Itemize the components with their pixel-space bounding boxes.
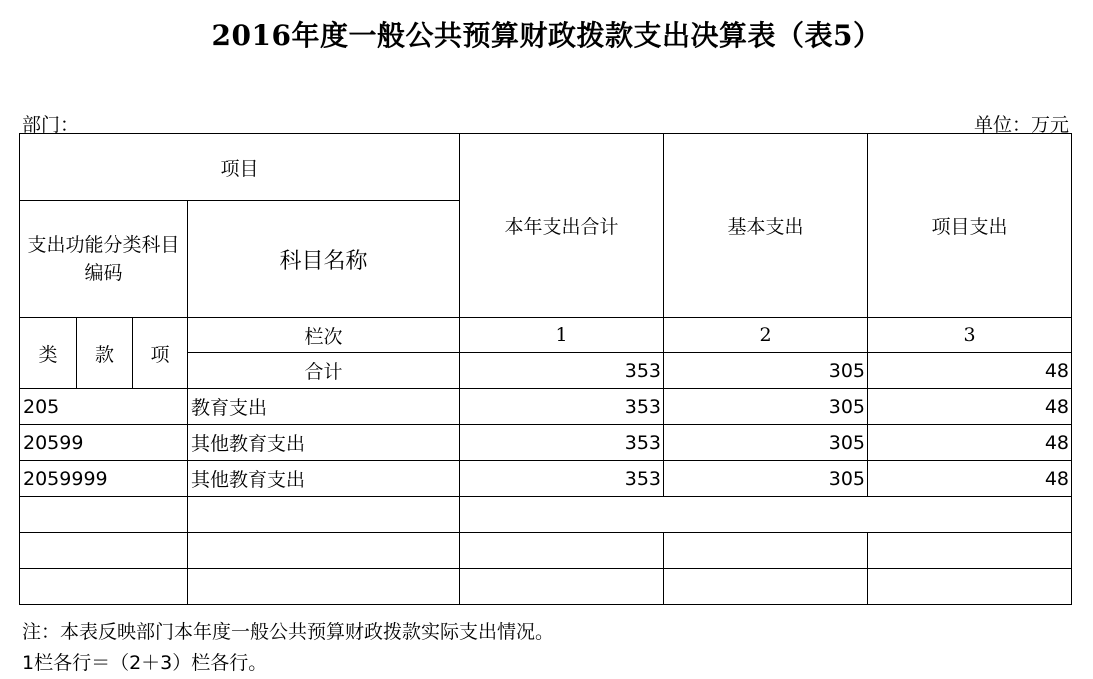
header-xiang: 项 [133, 318, 188, 389]
summary-project: 48 [868, 353, 1072, 389]
page-title: 2016年度一般公共预算财政拨款支出决算表（表5） [211, 19, 882, 52]
empty-cell [868, 533, 1072, 569]
empty-row [20, 569, 1072, 605]
summary-basic: 305 [664, 353, 868, 389]
header-subject-name: 科目名称 [188, 201, 460, 318]
empty-cell [664, 569, 868, 605]
row-project: 48 [868, 389, 1072, 425]
expenditure-table [19, 133, 1072, 605]
footnotes [22, 617, 554, 679]
empty-cell [188, 569, 460, 605]
header-lei: 类 [20, 318, 77, 389]
table-row [20, 461, 1072, 497]
row-basic: 305 [664, 389, 868, 425]
row-basic: 305 [664, 425, 868, 461]
table-row [20, 389, 1072, 425]
empty-cell [188, 497, 460, 533]
row-code: 2059999 [20, 461, 188, 497]
header-project: 项目 [20, 134, 460, 201]
row-total: 353 [460, 461, 664, 497]
empty-cell [20, 569, 188, 605]
header-total: 本年支出合计 [460, 134, 664, 318]
row-subject-name: 其他教育支出 [188, 425, 460, 461]
header-basic: 基本支出 [664, 134, 868, 318]
row-basic: 305 [664, 461, 868, 497]
department-label: 部门： [22, 114, 80, 136]
column-number-3: 3 [868, 318, 1072, 353]
empty-cell [460, 533, 664, 569]
row-total: 353 [460, 425, 664, 461]
header-project-expenditure: 项目支出 [868, 134, 1072, 318]
empty-row [20, 533, 1072, 569]
empty-row [20, 497, 1072, 533]
empty-cell [460, 497, 1072, 533]
row-project: 48 [868, 425, 1072, 461]
column-number-1: 1 [460, 318, 664, 353]
column-number-2: 2 [664, 318, 868, 353]
empty-cell [460, 569, 664, 605]
row-code: 20599 [20, 425, 188, 461]
footnote-line-1: 注：本表反映部门本年度一般公共预算财政拨款实际支出情况。 [22, 621, 555, 643]
empty-cell [868, 569, 1072, 605]
row-subject-name: 其他教育支出 [188, 461, 460, 497]
header-kuan: 款 [77, 318, 133, 389]
row-total: 353 [460, 389, 664, 425]
empty-cell [188, 533, 460, 569]
summary-total: 353 [460, 353, 664, 389]
empty-cell [20, 497, 188, 533]
row-subject-name: 教育支出 [188, 389, 460, 425]
row-project: 48 [868, 461, 1072, 497]
header-column-index: 栏次 [188, 318, 460, 353]
summary-label: 合计 [188, 353, 460, 389]
header-code-group: 支出功能分类科目编码 [20, 201, 188, 318]
row-code: 205 [20, 389, 188, 425]
empty-cell [664, 533, 868, 569]
table-row [20, 425, 1072, 461]
unit-label: 单位：万元 [973, 114, 1069, 136]
footnote-line-2: 1栏各行＝（2＋3）栏各行。 [22, 652, 268, 674]
empty-cell [20, 533, 188, 569]
